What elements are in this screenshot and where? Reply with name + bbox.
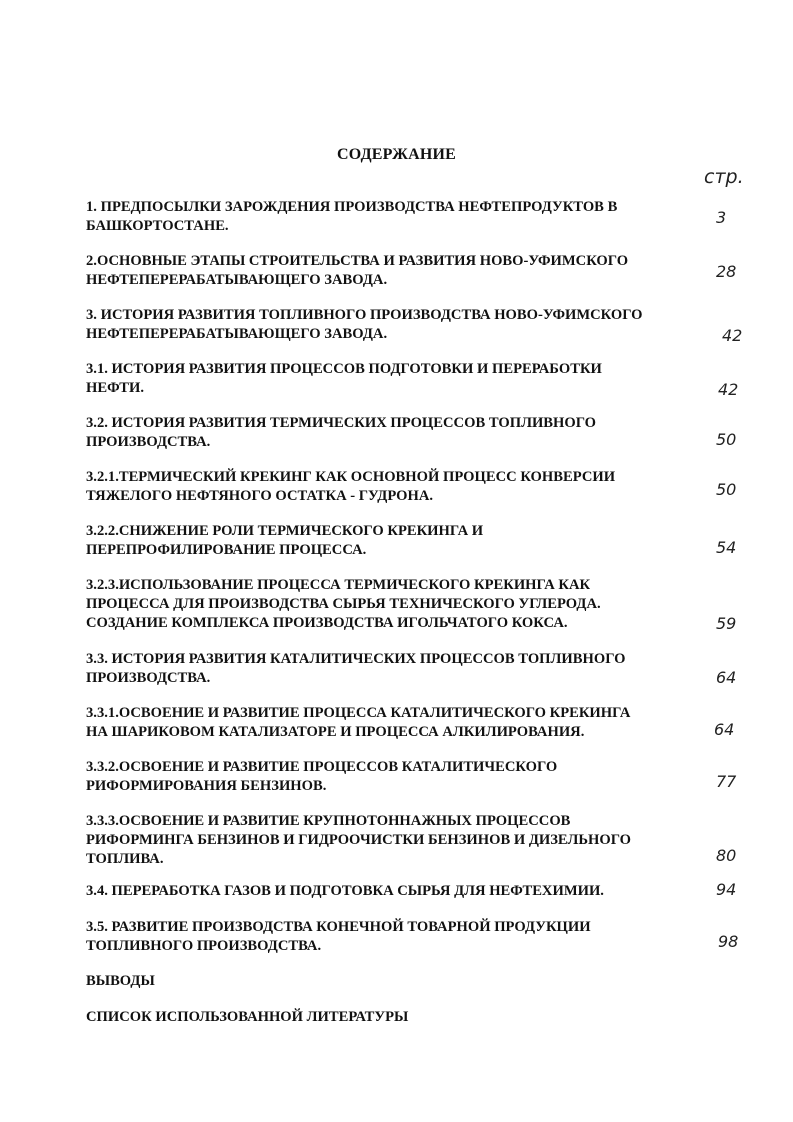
toc-page-3-2: 50 [716,430,737,449]
toc-page-3-5: 98 [718,932,739,951]
toc-page-3-1: 42 [718,380,739,399]
toc-page-2: 28 [716,262,737,281]
toc-page-3-3-3: 80 [716,846,737,865]
toc-page-3-2-3: 59 [716,614,737,633]
toc-entry-3-2-3: 3.2.3.ИСПОЛЬЗОВАНИЕ ПРОЦЕССА ТЕРМИЧЕСКОГО КРЕКИНГА КАК ПРОЦЕССА ДЛЯ ПРОИЗВОДСТВА СЫРЬЯ ТЕХНИЧЕСКОГО УГЛЕРОДА. СОЗДАНИЕ КОМПЛЕКСА ПРОИЗВОДСТВА ИГОЛЬЧАТОГО КОКСА. [86,577,601,631]
toc-page-1: 3 [716,208,727,227]
toc-entry-3-3: 3.3. ИСТОРИЯ РАЗВИТИЯ КАТАЛИТИЧЕСКИХ ПРОЦЕССОВ ТОПЛИВНОГО ПРОИЗВОДСТВА. [86,651,626,686]
toc-entry-3-4: 3.4. ПЕРЕРАБОТКА ГАЗОВ И ПОДГОТОВКА СЫРЬЯ ДЛЯ НЕФТЕХИМИИ. [86,883,604,899]
toc-entry-2: 2.ОСНОВНЫЕ ЭТАПЫ СТРОИТЕЛЬСТВА И РАЗВИТИЯ НОВО-УФИМСКОГО НЕФТЕПЕРЕРАБАТЫВАЮЩЕГО ЗАВОДА. [86,253,629,288]
toc-entry-3-1: 3.1. ИСТОРИЯ РАЗВИТИЯ ПРОЦЕССОВ ПОДГОТОВКИ И ПЕРЕРАБОТКИ НЕФТИ. [86,361,602,396]
page-title: СОДЕРЖАНИЕ [336,146,457,163]
toc-entry-3-2-1: 3.2.1.ТЕРМИЧЕСКИЙ КРЕКИНГ КАК ОСНОВНОЙ ПРОЦЕСС КОНВЕРСИИ ТЯЖЕЛОГО НЕФТЯНОГО ОСТАТКА - ГУДРОНА. [86,469,616,504]
toc-entry-1: 1. ПРЕДПОСЫЛКИ ЗАРОЖДЕНИЯ ПРОИЗВОДСТВА НЕФТЕПРОДУКТОВ В БАШКОРТОСТАНЕ. [86,199,618,234]
toc-page-3: 42 [722,326,743,345]
toc-page-3-2-1: 50 [716,480,737,499]
toc-entry-3-2-2: 3.2.2.СНИЖЕНИЕ РОЛИ ТЕРМИЧЕСКОГО КРЕКИНГА И ПЕРЕПРОФИЛИРОВАНИЕ ПРОЦЕССА. [86,523,484,558]
page-column-label: стр. [704,166,744,188]
toc-entry-3-2: 3.2. ИСТОРИЯ РАЗВИТИЯ ТЕРМИЧЕСКИХ ПРОЦЕССОВ ТОПЛИВНОГО ПРОИЗВОДСТВА. [86,415,597,450]
toc-entry-3-3-2: 3.3.2.ОСВОЕНИЕ И РАЗВИТИЕ ПРОЦЕССОВ КАТАЛИТИЧЕСКОГО РИФОРМИРОВАНИЯ БЕНЗИНОВ. [86,759,558,794]
toc-entry-3: 3. ИСТОРИЯ РАЗВИТИЯ ТОПЛИВНОГО ПРОИЗВОДСТВА НОВО-УФИМСКОГО НЕФТЕПЕРЕРАБАТЫВАЮЩЕГО ЗАВОДА. [86,307,643,342]
toc-entry-3-3-3: 3.3.3.ОСВОЕНИЕ И РАЗВИТИЕ КРУПНОТОННАЖНЫХ ПРОЦЕССОВ РИФОРМИНГА БЕНЗИНОВ И ГИДРООЧИСТКИ БЕНЗИНОВ И ДИЗЕЛЬНОГО ТОПЛИВА. [86,813,631,867]
toc-page-3-2-2: 54 [716,538,737,557]
toc-page-3-3: 64 [716,668,737,687]
toc-page-3-3-2: 77 [716,772,737,791]
toc-entry-3-5: 3.5. РАЗВИТИЕ ПРОИЗВОДСТВА КОНЕЧНОЙ ТОВАРНОЙ ПРОДУКЦИИ ТОПЛИВНОГО ПРОИЗВОДСТВА. [86,919,591,954]
toc-entry-references: СПИСОК ИСПОЛЬЗОВАННОЙ ЛИТЕРАТУРЫ [86,1009,409,1025]
toc-entry-conclusions: ВЫВОДЫ [86,973,155,989]
toc-entry-3-3-1: 3.3.1.ОСВОЕНИЕ И РАЗВИТИЕ ПРОЦЕССА КАТАЛИТИЧЕСКОГО КРЕКИНГА НА ШАРИКОВОМ КАТАЛИЗАТОРЕ И ПРОЦЕССА АЛКИЛИРОВАНИЯ. [86,705,631,740]
toc-page-3-3-1: 64 [714,720,735,739]
toc-page-3-4: 94 [716,880,737,899]
